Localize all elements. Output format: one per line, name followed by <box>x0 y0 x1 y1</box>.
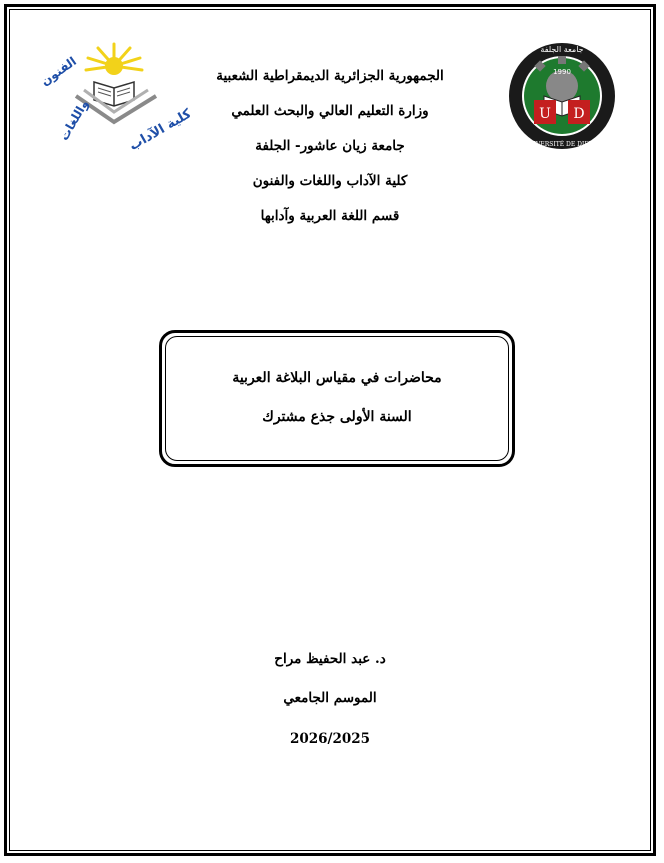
svg-text:الفنون: الفنون <box>38 54 79 89</box>
svg-text:جامعة الجلفة: جامعة الجلفة <box>540 45 584 54</box>
svg-text:U: U <box>539 106 551 122</box>
svg-text:كلية الآداب: كلية الآداب <box>126 106 195 154</box>
institution-header <box>140 62 520 237</box>
academic-season-label: الموسم الجامعي <box>283 690 377 706</box>
svg-text:1990: 1990 <box>553 68 571 76</box>
title-box-inner-border <box>165 336 509 461</box>
university-logo <box>506 40 618 152</box>
header-republic: الجمهورية الجزائرية الديمقراطية الشعبية <box>216 68 444 84</box>
header-faculty: كلية الآداب واللغات والفنون <box>252 173 408 189</box>
header-department: قسم اللغة العربية وآدابها <box>260 208 400 224</box>
lecture-title: محاضرات في مقياس البلاغة العربية <box>232 370 442 386</box>
academic-year: 2026/2025 <box>289 731 371 747</box>
svg-text:واللغات: واللغات <box>56 97 92 143</box>
header-university: جامعة زيان عاشور- الجلفة <box>255 138 405 154</box>
svg-text:D: D <box>573 106 585 122</box>
header-ministry: وزارة التعليم العالي والبحث العلمي <box>231 103 429 119</box>
svg-text:UNIVERSITÉ DE DJELFA: UNIVERSITÉ DE DJELFA <box>523 141 601 148</box>
lecture-subtitle: السنة الأولى جذع مشترك <box>262 409 412 425</box>
author-name: د. عبد الحفيظ مراح <box>274 651 386 667</box>
